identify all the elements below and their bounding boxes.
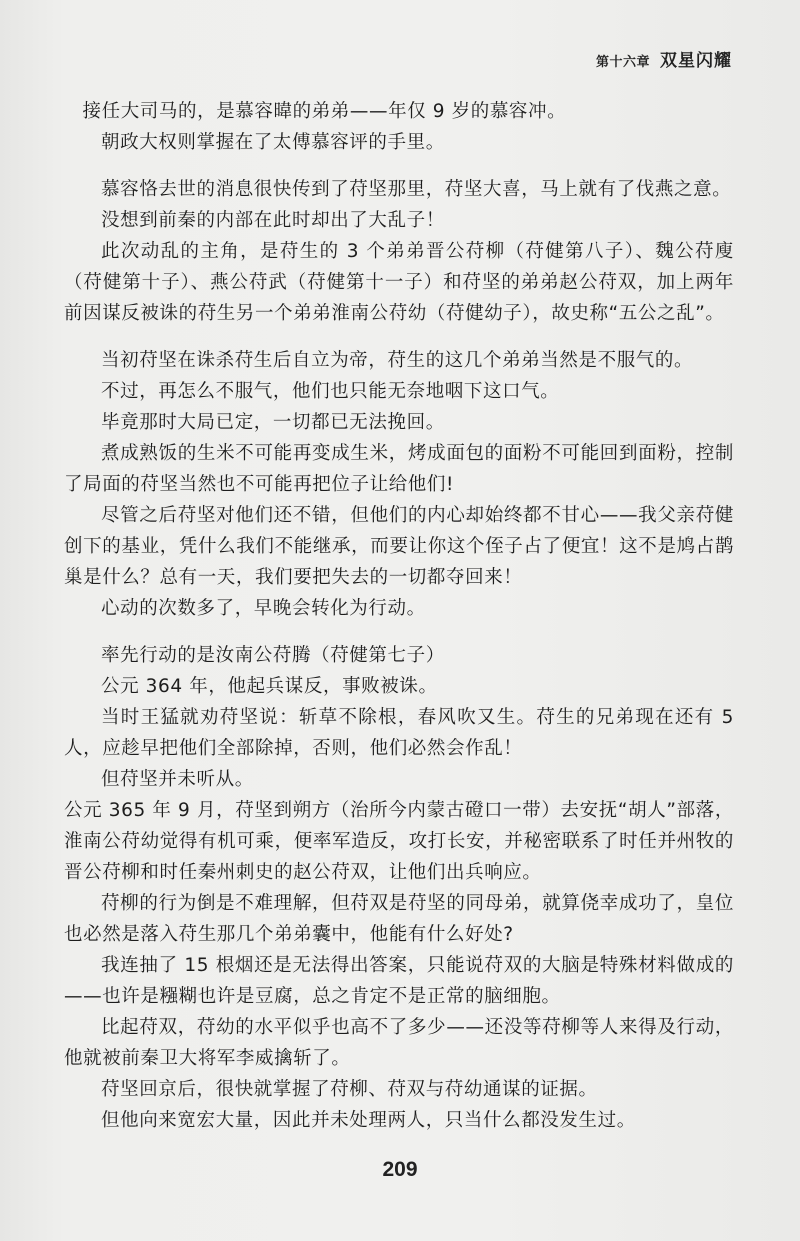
chapter-label: 第十六章 <box>595 55 650 70</box>
paragraph: 我连抽了 15 根烟还是无法得出答案，只能说苻双的大脑是特殊材料做成的——也许是糨糊也许是豆腐，总之肯定不是正常的脑细胞。 <box>64 955 734 1007</box>
page-number: 209 <box>382 1158 418 1181</box>
paragraph: 公元 365 年 9 月，苻坚到朔方（治所今内蒙古磴口一带）去安抚“胡人”部落，淮南公苻幼觉得有机可乘，便率军造反，攻打长安，并秘密联系了时任并州牧的晋公苻柳和时任秦州刺史的赵公苻双，让他们出兵响应。 <box>64 800 734 883</box>
paragraph: 当时王猛就劝苻坚说：斩草不除根，春风吹又生。苻生的兄弟现在还有 5 人，应趁早把他们全部除掉，否则，他们必然会作乱！ <box>64 707 734 759</box>
paragraph: 但他向来宽宏大量，因此并未处理两人，只当什么都没发生过。 <box>101 1110 636 1131</box>
paragraph: 公元 364 年，他起兵谋反，事败被诛。 <box>101 676 438 697</box>
paragraph: 率先行动的是汝南公苻腾（苻健第七子） <box>101 645 445 666</box>
paragraph: 煮成熟饭的生米不可能再变成生米，烤成面包的面粉不可能回到面粉，控制了局面的苻坚当然也不可能再把位子让给他们! <box>64 443 734 495</box>
paragraph: 不过，再怎么不服气，他们也只能无奈地咽下这口气。 <box>101 381 560 402</box>
paragraph: 毕竟那时大局已定，一切都已无法挽回。 <box>101 412 445 433</box>
paragraph: 心动的次数多了，早晚会转化为行动。 <box>101 598 426 619</box>
paragraph: 接任大司马的，是慕容暐的弟弟——年仅 9 岁的慕容冲。 <box>82 101 567 122</box>
body-text <box>64 96 734 1136</box>
paragraph: 比起苻双，苻幼的水平似乎也高不了多少——还没等苻柳等人来得及行动，他就被前秦卫大将军李威擒斩了。 <box>64 1017 734 1069</box>
running-header <box>596 46 732 71</box>
paragraph: 苻坚回京后，很快就掌握了苻柳、苻双与苻幼通谋的证据。 <box>101 1079 598 1100</box>
paragraph: 没想到前秦的内部在此时却出了大乱子！ <box>101 210 445 231</box>
paragraph: 但苻坚并未听从。 <box>101 769 254 790</box>
paragraph: 慕容恪去世的消息很快传到了苻坚那里，苻坚大喜，马上就有了伐燕之意。 <box>101 179 732 200</box>
paragraph: 尽管之后苻坚对他们还不错，但他们的内心却始终都不甘心——我父亲苻健创下的基业，凭什么我们不能继承，而要让你这个侄子占了便宜！这不是鸠占鹊巢是什么？总有一天，我们要把失去的一切都夺回来！ <box>64 505 734 588</box>
paragraph: 此次动乱的主角，是苻生的 3 个弟弟晋公苻柳（苻健第八子）、魏公苻廋（苻健第十子）、燕公苻武（苻健第十一子）和苻坚的弟弟赵公苻双，加上两年前因谋反被诛的苻生另一个弟弟淮南公苻幼（苻健幼子），故史称“五公之乱”。 <box>64 241 734 324</box>
paragraph: 苻柳的行为倒是不难理解，但苻双是苻坚的同母弟，就算侥幸成功了，皇位也必然是落入苻生那几个弟弟囊中，他能有什么好处? <box>64 893 734 945</box>
paragraph: 当初苻坚在诛杀苻生后自立为帝，苻生的这几个弟弟当然是不服气的。 <box>101 350 694 371</box>
chapter-title: 双星闪耀 <box>660 51 732 71</box>
paragraph: 朝政大权则掌握在了太傅慕容评的手里。 <box>101 132 445 153</box>
